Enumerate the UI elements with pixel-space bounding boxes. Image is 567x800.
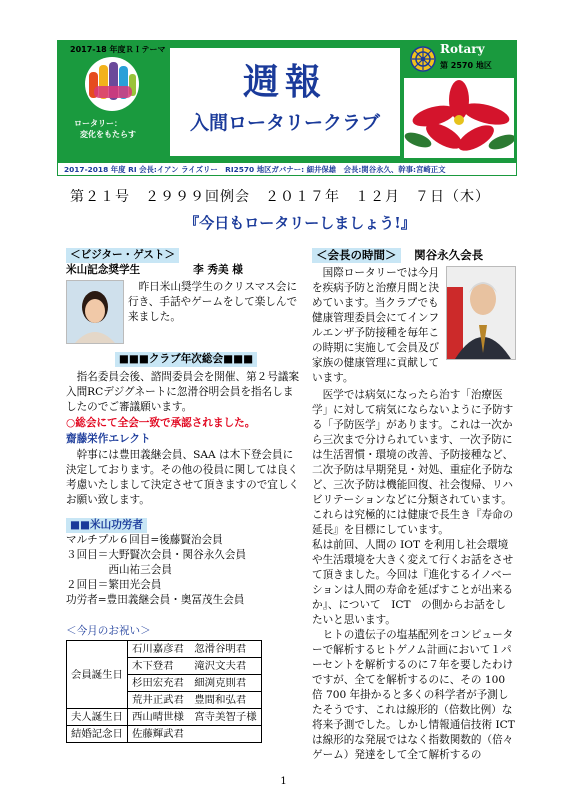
- visitor-body: 昨日米山奨学生のクリスマス会に行き、手話やゲームをして楽しんで来ました。: [128, 281, 298, 323]
- names-cell: 石川嘉彦君 忽滑谷明君: [127, 641, 261, 658]
- president-para2: 医学では病気になったら治す「治療医学」に対して病気にならないように予防する「予防医学」があります。これは一次から三次まで分けられています、一次予防には生活習慣・環境の改善、予防接種など、二次予防は早期発見・対処、重症化予防など、三次予防は機能回復、社会復帰、リハビリテーションなどに分類されています。これらは究極的には健康で長生き『寿命の延長』を目標にしています。: [312, 389, 514, 536]
- general-meeting-body: 指名委員会後、諮問委員会を開催、第２号議案 入間RCデジグネートに忽滑谷明会員を指名しましたのでご審議願います。: [66, 371, 300, 413]
- elect-body: 幹事には豊田義継会員、SAA は木下登会員に決定しております。その他の役員に関しては良く考慮いたしまして決定させて頂きますので宜しくお願い致します。: [66, 449, 300, 506]
- rotary-wheel-icon: [410, 46, 436, 72]
- ri-theme-label: 2017-18 年度ＲＩテーマ: [70, 45, 166, 54]
- visitor-photo: [66, 280, 124, 344]
- celebrations-table: [66, 640, 262, 743]
- visitor-portrait-image: [67, 281, 123, 343]
- president-name: 関谷永久会長: [414, 248, 484, 262]
- names-cell: 西山晴世様 宮寺美智子様: [127, 709, 261, 726]
- newsletter-title: 週報: [242, 62, 327, 103]
- names-cell: 荒井正武君 豊間和弘君: [127, 692, 261, 709]
- slogan: 『今日もロータリーしましょう!』: [184, 214, 416, 232]
- district-label: 第 2570 地区: [440, 61, 492, 70]
- category-cell: 夫人誕生日: [67, 709, 128, 726]
- president-photo: [446, 266, 516, 360]
- table-row: [67, 726, 262, 743]
- club-name: 入間ロータリークラブ: [189, 112, 380, 134]
- yoneyama-line: ２回目＝繁田光会員: [66, 579, 162, 591]
- issue-line: 第２１号 ２９９９回例会 ２０１７年 １２月 ７日（木）: [70, 189, 490, 205]
- ri-theme-logo: [80, 56, 144, 112]
- names-cell: 杉田宏充君 細渕克則君: [127, 675, 261, 692]
- names-cell: 木下登君 滝沢文夫君: [127, 658, 261, 675]
- yoneyama-line: 西山祐三会員: [66, 564, 172, 576]
- poinsettia-image: [404, 78, 514, 158]
- president-portrait-image: [447, 267, 515, 359]
- visitor-heading: ＜ビジター・ゲスト＞: [66, 248, 179, 263]
- celebrations-heading: ＜今月のお祝い＞: [66, 625, 151, 637]
- president-para3: 私は前回、人間の IOT を利用し社会環境や生活環境を大きく変えて行くお話をさせて頂きました。今回は『進化するイノベーションは人間の寿命を延ばすことが出来るか』、について ICT の側からお話をしたいと思います。: [312, 539, 514, 626]
- page-number: 1: [280, 776, 287, 787]
- president-heading-row: [312, 248, 512, 263]
- visitor-section: [66, 248, 296, 278]
- category-cell: 結婚記念日: [67, 726, 128, 743]
- visitor-name: 米山記念奨学生 李 秀美 様: [66, 264, 243, 276]
- yoneyama-section: [66, 518, 300, 608]
- yoneyama-line: 功労者=豊田義継会員・奥冨茂生会員: [66, 594, 245, 606]
- elect-heading: 齋藤栄作エレクト: [66, 433, 151, 445]
- yoneyama-line: マルチプル６回目=後藤賢治会員: [66, 534, 223, 546]
- approval-note: ○総会にて全会一致で承認されました。: [66, 417, 256, 429]
- table-row: [67, 709, 262, 726]
- president-para1: 国際ロータリーでは今月を疾病予防と治療月間と決めています。当クラブでも健康管理委員会にてインフルエンザ予防接種を毎年この時期に実施して会員及び家族の健康管理に貢献しています。: [312, 267, 440, 384]
- president-heading: ＜会長の時間＞: [312, 248, 401, 263]
- yoneyama-line: ３回目＝大野賢次会員・関谷永久会員: [66, 549, 247, 561]
- rotary-wordmark: Rotary: [440, 42, 485, 56]
- ri-theme-motto: ロータリー： 変化をもたらす: [74, 119, 136, 139]
- names-cell: 佐藤輝武君: [127, 726, 261, 743]
- officers-bar: 2017-2018 年度 RI 会長:イアン ライズリー RI2570 地区ガバナー: 細井保雄 会長:関谷永久、幹事:宮崎正文: [57, 162, 517, 176]
- president-para4: ヒトの遺伝子の塩基配列をコンピューターで解析するヒトゲノム計画において１パーセントを解析するのに７年を要したわけですが、全てを解析するのに、その 100 倍 700 年掛かると多くの科学者が予測したそうです、これは線形的（倍数比例）な将来予測でした。しかし情報通信技術 ICT は線形的な発展ではなく指数関数的（倍々ゲーム）発達をして全て解析するの: [312, 629, 515, 761]
- table-row: [67, 641, 262, 658]
- general-meeting-heading: ■■■クラブ年次総会■■■: [96, 352, 276, 367]
- yoneyama-heading: ■■米山功労者: [66, 518, 147, 533]
- category-cell: 会員誕生日: [67, 641, 128, 709]
